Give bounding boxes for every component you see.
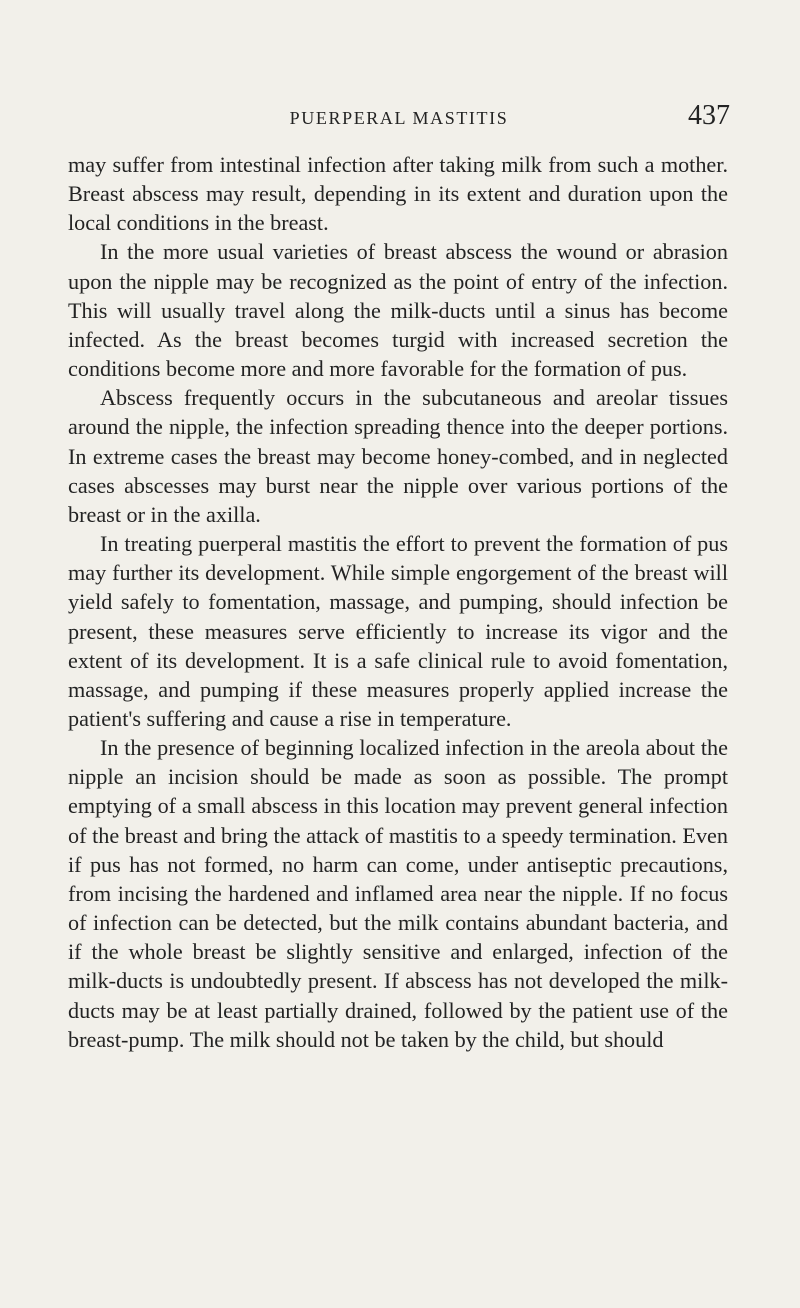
- paragraph-treatment: In treating puerperal mastitis the effort to prevent the formation of pus may further its development. While simple engorgement of the breast will yield safely to fomentation, massage, and pumping, should infection be present, these measures serve efficiently to increase its vigor and the extent of its development. It is a safe clinical rule to avoid fomentation, massage, and pumping if these measures properly applied increase the patient's suffering and cause a rise in temperature.: [68, 531, 728, 731]
- body-text: [68, 150, 728, 1054]
- paragraph-continued: may suffer from intestinal infection after taking milk from such a mother. Breast abscess may result, depending in its extent and duration upon the local conditions in the breast.: [68, 152, 728, 236]
- paragraph-incision: In the presence of beginning localized infection in the areola about the nipple an incision should be made as soon as possible. The prompt emptying of a small abscess in this location may prevent general infection of the breast and bring the attack of mastitis to a speedy termination. Even if pus has not formed, no harm can come, under antiseptic precautions, from incising the hardened and inflamed area near the nipple. If no focus of infection can be detected, but the milk contains abundant bacteria, and if the whole breast be slightly sensitive and enlarged, infection of the milk-ducts is undoubtedly present. If abscess has not developed the milk-ducts may be at least partially drained, followed by the patient use of the breast-pump. The milk should not be taken by the child, but should: [68, 735, 728, 1052]
- paragraph-abscess-location: Abscess frequently occurs in the subcutaneous and areolar tissues around the nipple, the infection spreading thence into the deeper portions. In extreme cases the breast may become honey-combed, and in neglected cases abscesses may burst near the nipple over various portions of the breast or in the axilla.: [68, 385, 728, 527]
- page-number: 437: [688, 100, 730, 131]
- running-head: [68, 96, 730, 136]
- running-title: PUERPERAL MASTITIS: [289, 108, 509, 128]
- paragraph-abscess-varieties: In the more usual varieties of breast abscess the wound or abrasion upon the nipple may be recognized as the point of entry of the infection. This will usually travel along the milk-ducts until a sinus has become infected. As the breast becomes turgid with increased secretion the conditions become more and more favorable for the formation of pus.: [68, 239, 728, 382]
